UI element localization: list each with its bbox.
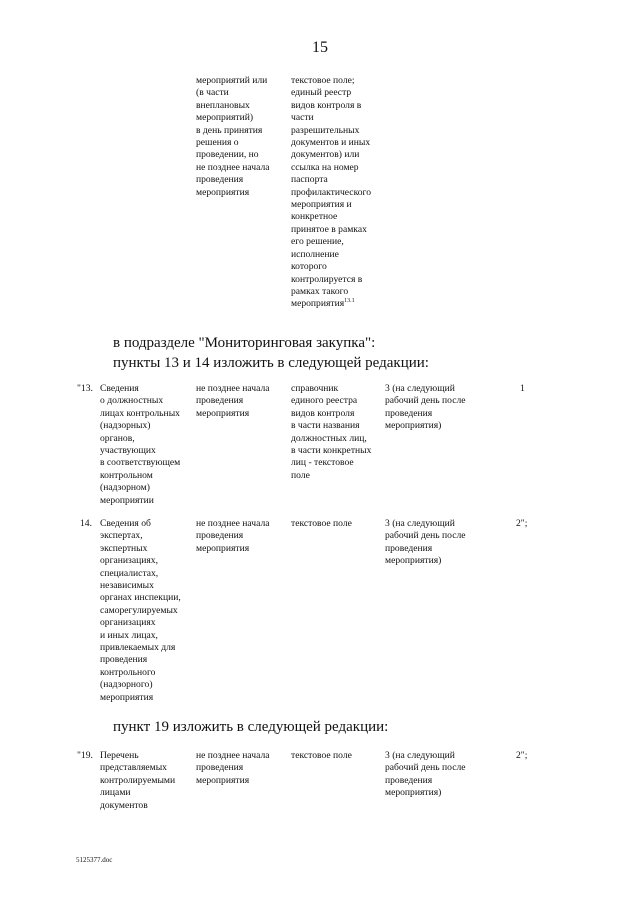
- row-14-name: Сведения об экспертах, экспертных организациях, специалистах, независимых органах инспекции, саморегулируемых организациях и иных лицах, привлекаемых для проведения контрольного (надзорного) мероприятия: [100, 518, 181, 703]
- row-14-deadline: 3 (на следующий рабочий день после проведения мероприятия): [385, 518, 466, 567]
- row-number-14: 14.: [80, 518, 92, 529]
- row-13-name: Сведения о должностных лицах контрольных (надзорных) органов, участвующих в соответствующем контрольном (надзорном) мероприятии: [100, 383, 181, 506]
- cont-time-cell: мероприятий или (в части внеплановых мероприятий) в день принятия решения о проведении, но не позднее начала проведения мероприятия: [196, 75, 270, 198]
- row-14-last: 2";: [516, 518, 528, 529]
- row-14-source: текстовое поле: [291, 518, 352, 529]
- cont-source-cell: [291, 75, 371, 311]
- row-13-time: не позднее начала проведения мероприятия: [196, 383, 270, 419]
- row-13-last: 1: [520, 383, 525, 394]
- row-19-name: Перечень представляемых контролируемыми лицами документов: [100, 750, 176, 811]
- footnote-ref: 13.1: [344, 298, 355, 305]
- row-14-time: не позднее начала проведения мероприятия: [196, 518, 270, 554]
- row-13-source: справочник единого реестра видов контроля в части названия должностных лиц, в части конкретных лиц - текстовое поле: [291, 383, 372, 481]
- cont-source-text: текстовое поле; единый реестр видов контроля в части разрешительных документов и иных документов) или ссылка на номер паспорта профилактического мероприятия и конкретное принятое в рамках его решение, исполнение которого контролируется в рамках такого мероприятия: [291, 75, 372, 310]
- section-heading-monitoring: в подразделе "Мониторинговая закупка": пункты 13 и 14 изложить в следующей редакции:: [113, 335, 429, 371]
- row-number-19: "19.: [77, 750, 93, 761]
- page-number: 15: [312, 39, 328, 56]
- row-number-13: "13.: [77, 383, 93, 394]
- row-19-last: 2";: [516, 750, 528, 761]
- row-13-deadline: 3 (на следующий рабочий день после проведения мероприятия): [385, 383, 466, 432]
- file-footer: 5125377.doc: [76, 856, 113, 864]
- row-19-deadline: 3 (на следующий рабочий день после проведения мероприятия): [385, 750, 466, 799]
- row-19-source: текстовое поле: [291, 750, 352, 761]
- section-heading-19: пункт 19 изложить в следующей редакции:: [113, 719, 389, 735]
- row-19-time: не позднее начала проведения мероприятия: [196, 750, 270, 786]
